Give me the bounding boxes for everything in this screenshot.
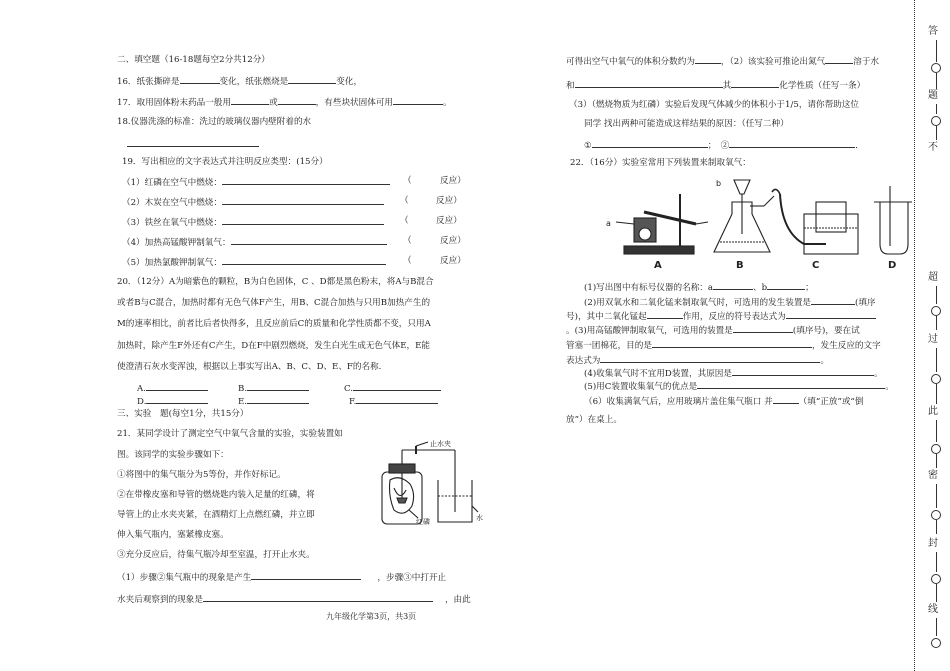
label-mark-a: a — [606, 219, 611, 228]
page-footer: 九年级化学第3页，共3页 — [326, 612, 417, 621]
margin-dash-2 — [936, 73, 937, 89]
q19-paren-2: （ — [400, 196, 409, 206]
label-app-a: A — [654, 260, 662, 271]
q20-line-2: 或者B与C混合，加热时都有无色气体F产生，用B、C混合加热与只用B加热产生的 — [117, 298, 431, 308]
q21-apparatus-figure — [376, 440, 484, 526]
margin-ring-5 — [931, 444, 941, 454]
q21-part2: 水夹后观察到的现象是 ，由此 — [117, 592, 471, 606]
q21-part1: （1）步骤②集气瓶中的现象是产生 ，步骤③中打开止 — [117, 570, 446, 584]
q18: 18.仪器洗涤的标准：洗过的玻璃仪器内壁附着的水 — [117, 117, 312, 127]
q20-blank-f[interactable]: F. — [349, 394, 438, 408]
fig-clamp-label: 止水夹 — [430, 440, 451, 448]
margin-dash-10 — [936, 454, 937, 468]
section3-title: 三、实验 题(每空1分，共15分） — [117, 409, 249, 419]
q21-line-2: 图。该同学的实验步骤如下： — [117, 450, 229, 460]
q21-line-3: ①将图中的集气瓶分为5等份，并作好标记。 — [117, 470, 286, 480]
apparatus-d — [874, 186, 912, 254]
margin-dash-12 — [936, 520, 937, 534]
fig-water-label: 水 — [476, 514, 483, 522]
margin-char-3: 不 — [928, 142, 938, 153]
margin-dash-13 — [936, 552, 937, 572]
margin-ring-2 — [931, 116, 941, 126]
q19-type-3: 反应） — [436, 216, 462, 226]
r-line-2: 和 其 化学性质（任写一条） — [566, 78, 865, 92]
margin-char-5: 过 — [928, 334, 938, 345]
q20-blank-b[interactable]: B. — [238, 381, 309, 395]
margin-dash-7 — [936, 348, 937, 372]
q19-title: 19．写出相应的文字表达式并注明反应类型：(15分） — [122, 157, 328, 167]
margin-dash-14 — [936, 584, 937, 602]
q22-title: 22．（16分）实验室常用下列装置来制取氧气： — [570, 158, 751, 168]
margin-dash-11 — [936, 484, 937, 508]
q20-blank-e[interactable]: E. — [238, 394, 309, 408]
margin-dash-1 — [936, 40, 937, 62]
q19-type-1: 反应） — [440, 176, 466, 186]
margin-char-8: 封 — [928, 538, 938, 549]
q22-line-6: 表达式为 。 — [566, 353, 829, 367]
apparatus-a — [616, 194, 708, 254]
apparatus-b — [714, 180, 774, 252]
margin-char-9: 线 — [928, 604, 938, 615]
section2-title: 二、填空题（16-18题每空2分共12分） — [117, 55, 270, 65]
q17: 17．取用固体粉末药品一般用 或 ，有些块状固体可用 。 — [117, 95, 452, 109]
apparatus-c — [772, 189, 858, 254]
q21-line-4: ②在带橡皮塞和导管的燃烧匙内装入足量的红磷，将 — [117, 490, 315, 500]
margin-char-2: 题 — [928, 90, 938, 101]
label-mark-b: b — [716, 179, 722, 188]
q19-paren-1: （ — [403, 176, 412, 186]
q22-line-7: (4)收集氧气时不宜用D装置，其原因是 。 — [584, 366, 883, 380]
q20-blank-c[interactable]: C. — [344, 381, 441, 395]
q22-line-5: 管塞一团棉花，目的是 ，发生反应的文字 — [566, 338, 881, 352]
margin-ring-8 — [931, 638, 941, 648]
q16: 16．纸张撕碎是 变化，纸张燃烧是 变化， — [117, 74, 362, 88]
q19-paren-5: （ — [403, 256, 412, 266]
rubber-stopper — [389, 464, 415, 473]
q22-line-4: 。(3)用高锰酸钾制取氧气，可选用的装置是 (填序号)，要在试 — [566, 323, 860, 337]
q19-item-2: （2）木炭在空气中燃烧： — [122, 195, 384, 209]
q21-line-7: ③充分反应后，待集气瓶冷却至室温，打开止水夹。 — [117, 550, 315, 560]
q19-paren-4: （ — [403, 236, 412, 246]
margin-char-4: 超 — [928, 272, 938, 283]
margin-ring-4 — [931, 374, 941, 384]
q21-line-5: 导管上的止水夹夹紧，在酒精灯上点燃红磷，并立即 — [117, 510, 315, 520]
margin-char-1: 答 — [928, 26, 938, 37]
fig-p-label: 红磷 — [416, 518, 430, 526]
margin-dash-5 — [936, 286, 937, 304]
q20-line-1: 20．（12分）A为暗紫色的颗粒，B为白色固体，C 、D都是黑色粉末，将A与B混合 — [117, 277, 434, 287]
r-line-1: 可得出空气中氧气的体积分数约为 ，（2）该实验可推论出氮气 溶于水 — [566, 54, 879, 68]
margin-ring-6 — [931, 510, 941, 520]
q19-type-2: 反应） — [436, 196, 462, 206]
q19-item-1: （1）红磷在空气中燃烧： — [122, 175, 390, 189]
margin-dash-8 — [936, 384, 937, 404]
label-app-c: C — [812, 260, 820, 271]
q19-item-5: （5）加热氯酸钾制氧气： — [122, 255, 386, 269]
q22-line-10: 放”）在桌上。 — [566, 415, 622, 425]
q22-line-2: (2)用双氧水和二氧化锰来制取氧气时，可选用的发生装置是 (填序 — [584, 295, 876, 309]
q20-line-5: 使澄清石灰水变浑浊，根据以上事实写出A、B、C、D、E、F的名称. — [117, 362, 382, 372]
q19-item-3: （3）铁丝在氧气中燃烧： — [122, 215, 384, 229]
q19-type-4: 反应） — [440, 236, 466, 246]
q22-line-1: (1)写出图中有标号仪器的名称：a 、b ； — [584, 280, 814, 294]
margin-dash-4 — [936, 126, 937, 140]
q22-line-8: (5)用C装置收集氧气的优点是 。 — [584, 379, 894, 393]
margin-dash-6 — [936, 316, 937, 330]
q19-item-4: （4）加热高锰酸钾制氧气： — [122, 235, 387, 249]
r-line-4: 同学 找出两种可能造成这样结果的原因：（任写二种） — [584, 119, 789, 129]
q19-type-5: 反应） — [440, 256, 466, 266]
q20-line-4: 加热时，除产生F外还有C产生，D在F中剧烈燃烧，发生白光生成无色气体E，E能 — [117, 341, 430, 351]
margin-ring-3 — [931, 306, 941, 316]
margin-dash-9 — [936, 420, 937, 442]
q21-line-6: 伸入集气瓶内，塞紧橡皮塞。 — [117, 530, 229, 540]
q22-apparatus-figure — [604, 172, 914, 272]
q20-blank-d[interactable]: D. — [137, 394, 208, 408]
label-app-d: D — [888, 260, 897, 271]
margin-dash-3 — [936, 104, 937, 114]
r-line-3: （3）（燃烧物质为红磷）实验后发现气体减少的体积小于1/5，请你帮助这位 — [569, 100, 859, 110]
margin-char-6: 此 — [928, 406, 938, 417]
q22-line-3: 号)，其中二氧化锰起 作用，反应的符号表达式为 — [566, 309, 876, 323]
label-app-b: B — [736, 260, 744, 271]
q20-line-3: M的速率相比，前者比后者快得多，且反应前后C的质量和化学性质都不变，只用A — [117, 319, 431, 329]
q18-blank[interactable] — [127, 137, 259, 147]
margin-ring-7 — [931, 574, 941, 584]
margin-dash-15 — [936, 618, 937, 636]
margin-char-7: 密 — [928, 470, 938, 481]
q22-line-9: （6）收集满氧气后，应用玻璃片盖住集气瓶口 并 （填“正放”或“倒 — [584, 394, 863, 408]
margin-ring-1 — [931, 63, 941, 73]
q19-paren-3: （ — [400, 216, 409, 226]
binding-dotted-line — [914, 0, 915, 671]
r-line-5: ① ； ② ． — [584, 138, 864, 152]
q20-blank-a[interactable]: A. — [137, 381, 208, 395]
q21-line-1: 21．某同学设计了测定空气中氧气含量的实验，实验装置如 — [117, 429, 343, 439]
